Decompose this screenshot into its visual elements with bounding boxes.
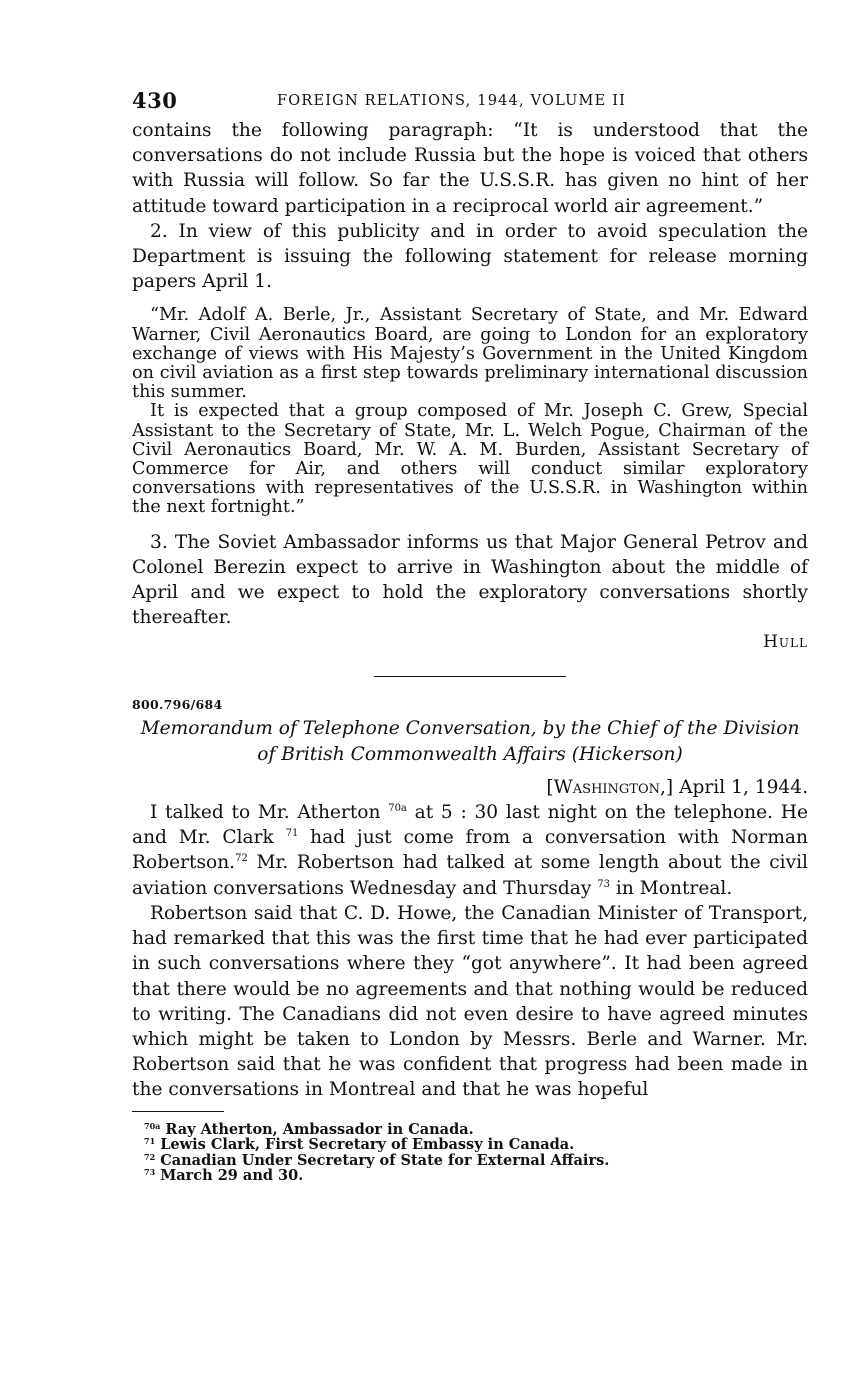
memorandum-paragraph-2: Robertson said that C. D. Howe, the Canadian Minister of Transport, had remarked that this was the first time that he had ever participated in such conversations where they “got anywhere”. It had been agreed that there would be no agreements and that nothing would be reduced to writing. The Canadians did not even desire to have agreed minutes which might be taken to London by Messrs. Berle and Warner. Mr. Robertson said that he was confident that progress had been made in the conversations in Montreal and that he was hopeful: [132, 902, 808, 1101]
document-page: [132, 88, 808, 1184]
memo-text-segment: had just come from a conversation with Norman Robertson.: [132, 827, 808, 874]
telegram-paragraph-2: 2. In view of this publicity and in order to avoid speculation the Department is issuing the following statement for release morning papers April 1.: [132, 220, 808, 293]
dateline-date: April 1, 1944.: [679, 776, 808, 798]
footnote-rule: [132, 1111, 224, 1112]
memorandum-title: Memorandum of Telephone Conversation, by the Chief of the Division of British Commonwealth Affairs (Hickerson): [140, 718, 800, 765]
footnote-mark: 70a: [144, 1120, 161, 1131]
footnotes: [132, 1122, 808, 1184]
footnote-mark: 72: [144, 1151, 156, 1162]
telegram-paragraph-continued: contains the following paragraph: “It is understood that the conversations do not include Russia but the hope is voiced that others with Russia will follow. So far the U.S.S.R. has given no hint of her attitude toward participation in a reciprocal world air agreement.”: [132, 120, 808, 217]
press-statement-paragraph-2: It is expected that a group composed of Mr. Joseph C. Grew, Special Assistant to the Secretary of State, Mr. L. Welch Pogue, Chairman of the Civil Aeronautics Board, Mr. W. A. M. Burden, Assistant Secretary of Commerce for Air, and others will conduct similar exploratory conversations with representatives of the U.S.S.R. in Washington within the next fortnight.”: [132, 401, 808, 518]
footnote-text: Ray Atherton, Ambassador in Canada.: [165, 1120, 474, 1138]
footnote-mark: 73: [144, 1167, 156, 1178]
running-head: FOREIGN RELATIONS, 1944, VOLUME II: [277, 93, 627, 109]
footnote: [144, 1122, 808, 1138]
memorandum-paragraph-1: [132, 800, 808, 901]
telegram-paragraph-3: 3. The Soviet Ambassador informs us that Major General Petrov and Colonel Berezin expect to arrive in Washington about the middle of April and we expect to hold the exploratory conversations shortly thereafter.: [132, 531, 808, 629]
footnote-text: March 29 and 30.: [160, 1167, 304, 1185]
signature: Hull: [763, 632, 808, 653]
dateline-place: [Washington,]: [546, 776, 674, 798]
footnote-text: Lewis Clark, First Secretary of Embassy in Canada.: [160, 1136, 575, 1154]
memo-text-segment: at 5 : 30 last night on the telephone. He and Mr. Clark: [132, 802, 808, 849]
memo-text-segment: in Montreal.: [615, 877, 733, 899]
footnote: [144, 1137, 808, 1153]
press-statement-paragraph-1: “Mr. Adolf A. Berle, Jr., Assistant Secretary of State, and Mr. Edward Warner, Civil Aeronautics Board, are going to London for an exploratory exchange of views with His Majesty’s Government in the United Kingdom on civil aviation as a first step towards preliminary international discussion this summer.: [132, 305, 808, 403]
file-number: 800.796/684: [132, 697, 223, 713]
footnote-ref: 73: [597, 878, 610, 890]
memo-text-segment: I talked to Mr. Atherton: [150, 802, 381, 824]
footnote: [144, 1168, 808, 1184]
footnote-ref: 71: [285, 828, 299, 840]
memo-text-segment: Mr. Robertson had talked at some length about the civil aviation conversations Wednesday and Thursday: [132, 852, 808, 899]
page-number: 430: [132, 88, 178, 113]
page-header: [132, 88, 808, 118]
footnote-ref: 72: [235, 853, 248, 865]
footnote-ref: 70a: [388, 803, 407, 815]
footnote-text: Canadian Under Secretary of State for External Affairs.: [160, 1151, 610, 1169]
footnote: [144, 1153, 808, 1169]
footnote-mark: 71: [144, 1136, 156, 1147]
section-divider: [374, 676, 566, 677]
dateline: [132, 775, 808, 800]
